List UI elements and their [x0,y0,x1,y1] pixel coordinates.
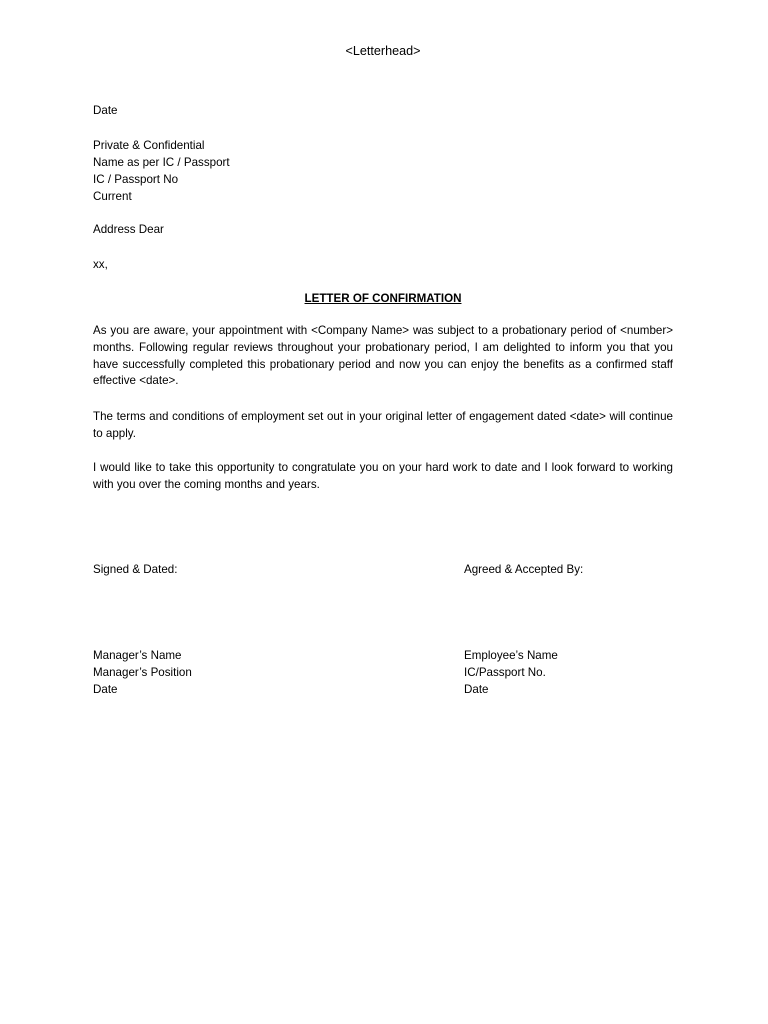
letter-title: LETTER OF CONFIRMATION [304,292,462,305]
manager-name-line: Manager’s Name [93,649,182,662]
date-line: Date [93,104,118,117]
employee-ic-line: IC/Passport No. [464,666,546,679]
salutation-line: xx, [93,258,108,271]
body-paragraph-1: As you are aware, your appointment with <Company Name> was subject to a probationary period of <number> months. Following regular reviews throughout your probationary period, I am delighted to inform you that you have successfully completed this probationary period and now you can enjoy the benefits as a confirmed staff effective <date>. [93,324,673,388]
signed-dated-label: Signed & Dated: [93,563,178,576]
letterhead: <Letterhead> [345,44,421,58]
employee-name-line: Employee’s Name [464,649,558,662]
recipient-current-line: Current [93,190,132,203]
recipient-ic-line: IC / Passport No [93,173,179,186]
address-dear-line: Address Dear [93,223,164,236]
agreed-accepted-label: Agreed & Accepted By: [464,563,584,576]
recipient-name-line: Name as per IC / Passport [93,156,230,169]
body-paragraph-3: I would like to take this opportunity to congratulate you on your hard work to date and I look forward to working with you over the coming months and years. [93,461,673,491]
private-confidential-line: Private & Confidential [93,139,205,152]
manager-position-line: Manager’s Position [93,666,192,679]
manager-date-line: Date [93,683,118,696]
body-paragraph-2: The terms and conditions of employment set out in your original letter of engagement dated <date> will continue to apply. [93,410,673,440]
employee-date-line: Date [464,683,489,696]
